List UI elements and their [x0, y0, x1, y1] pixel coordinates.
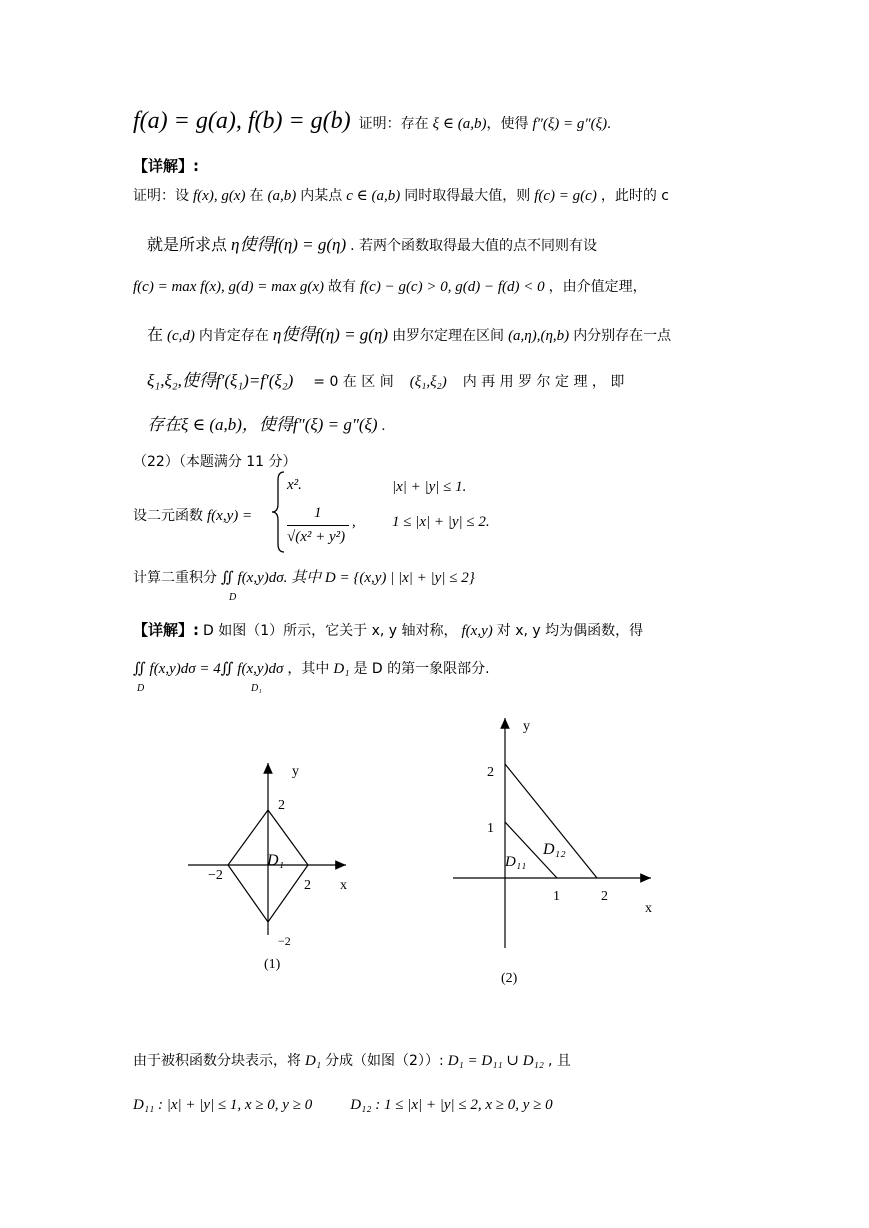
text: 内分别存在一点: [573, 328, 672, 344]
split-line-2: [133, 1096, 553, 1114]
fraction-bar: [287, 525, 349, 526]
boundary-condition: f(a) = g(a), f(b) = g(b): [133, 108, 351, 134]
top-tick: 2: [278, 798, 285, 813]
math: f(x,y) =: [207, 508, 253, 524]
text: 内某点: [300, 188, 343, 204]
text: 内肯定存在: [198, 328, 269, 344]
text: ，由介值定理，: [548, 279, 647, 295]
figure-2: [445, 712, 665, 992]
proof-line-1: [133, 185, 669, 205]
statement-eq: f″(ξ) = g″(ξ): [532, 116, 608, 132]
text: ，其中: [287, 661, 330, 677]
text: , 且: [547, 1053, 571, 1069]
statement-end: .: [607, 116, 611, 132]
math: ∬ f(x,y)dσ. 其中 D = {(x,y) | |x| + |y| ≤ 2}: [221, 570, 475, 586]
region-label: D₁: [267, 852, 285, 869]
case2-numerator: 1: [314, 505, 322, 521]
proof-line-5: [147, 366, 624, 391]
region-d12: D₁₂: [543, 841, 566, 858]
math: D₁: [305, 1053, 322, 1069]
x-tick-1: 1: [553, 889, 560, 904]
y-label: y: [292, 764, 299, 779]
y-tick-2: 2: [487, 765, 494, 780]
math: f(c) − g(c) > 0, g(d) − f(d) < 0: [360, 279, 545, 295]
detail2-line-1: [133, 619, 643, 640]
text: 由于被积函数分块表示，将: [133, 1053, 301, 1069]
text: 故有: [328, 279, 356, 295]
math: D₁: [333, 661, 350, 677]
left-tick: −2: [208, 868, 223, 883]
int-sub-D: D: [137, 683, 145, 694]
math: (ξ₁,ξ₂): [409, 374, 447, 390]
text: 是 D 的第一象限部分.: [353, 661, 490, 677]
x-label: x: [645, 901, 652, 916]
text: 就是所求点: [147, 235, 228, 254]
math: η使得f(η) = g(η): [231, 235, 347, 254]
statement-label: 证明：存在: [358, 116, 429, 132]
statement-mid: ，使得: [486, 116, 529, 132]
figure-1: [180, 755, 370, 985]
bottom-tick: −2: [278, 934, 291, 948]
math: f(x), g(x): [193, 188, 246, 204]
proof-line-2: [147, 230, 597, 255]
math: f(c) = max f(x), g(d) = max g(x): [133, 279, 324, 295]
proof-line-4: [147, 320, 671, 345]
calc-sub-D: D: [229, 592, 237, 603]
region-d11: D₁₁: [505, 854, 527, 870]
proof-line-3: [133, 276, 647, 296]
case1-value: x².: [287, 477, 302, 493]
detail-label-2: 【详解】:: [133, 621, 199, 639]
text: 对 x, y 均为偶函数，得: [496, 623, 644, 639]
text: 分成（如图（2））:: [325, 1053, 444, 1069]
math: ∬ f(x,y)dσ = 4∬ f(x,y)dσ: [133, 661, 284, 677]
q22-calc: [133, 566, 475, 587]
x-tick-2: 2: [601, 889, 608, 904]
text: 证明：设: [133, 188, 189, 204]
detail2-line-2: [133, 658, 490, 678]
text: 在: [147, 325, 164, 344]
case2-comma: ,: [352, 514, 356, 530]
text: . 若两个函数取得最大值的点不同则有设: [350, 238, 598, 254]
math: f(x,y): [461, 623, 493, 639]
split-line-1: [133, 1050, 571, 1070]
math: ξ₁,ξ₂,使得f′(ξ₁)=f′(ξ₂): [147, 371, 294, 390]
statement-cond: ξ ∈ (a,b): [432, 116, 487, 132]
math: f(c) = g(c): [534, 188, 597, 204]
text: 由罗尔定理在区间: [392, 328, 505, 344]
caption-1: (1): [264, 957, 281, 972]
case2-condition: 1 ≤ |x| + |y| ≤ 2.: [392, 514, 490, 530]
q22-def: [133, 505, 252, 525]
text: 计算二重积分: [133, 570, 217, 586]
text: 在: [249, 188, 264, 204]
text: D 如图（1）所示，它关于 x, y 轴对称，: [203, 623, 458, 639]
proof-line-6: [147, 410, 385, 435]
y-label: y: [523, 719, 530, 734]
math: η使得f(η) = g(η): [272, 325, 389, 344]
caption-2: (2): [501, 971, 518, 986]
text: 设二元函数: [133, 508, 203, 524]
math: c ∈ (a,b): [346, 188, 401, 204]
q22-header: （22）（本题满分 11 分）: [133, 454, 297, 470]
case2-denominator: √(x² + y²): [287, 529, 346, 545]
y-tick-1: 1: [487, 821, 494, 836]
text: ，此时的 c: [600, 188, 669, 204]
text: = 0 在 区 间: [313, 374, 394, 390]
text: .: [381, 418, 386, 434]
math: D₁₁ : |x| + |y| ≤ 1, x ≥ 0, y ≥ 0: [133, 1097, 313, 1113]
math: (a,η),(η,b): [508, 328, 570, 344]
case1-condition: |x| + |y| ≤ 1.: [392, 479, 467, 495]
text: 同时取得最大值，则: [404, 188, 531, 204]
x-label: x: [340, 878, 347, 893]
right-tick: 2: [304, 878, 311, 893]
statement-line: [133, 108, 611, 135]
text: 内 再 用 罗 尔 定 理 ， 即: [462, 374, 625, 390]
math: D₁₂ : 1 ≤ |x| + |y| ≤ 2, x ≥ 0, y ≥ 0: [350, 1097, 553, 1113]
math: (c,d): [167, 328, 195, 344]
math: (a,b): [267, 188, 297, 204]
int-sub-D1: D₁: [251, 683, 262, 694]
detail-label-1: 【详解】:: [133, 157, 199, 175]
math: D₁ = D₁₁ ∪ D₁₂: [447, 1053, 544, 1069]
math: 存在ξ ∈ (a,b)，使得f″(ξ) = g″(ξ): [147, 415, 378, 434]
